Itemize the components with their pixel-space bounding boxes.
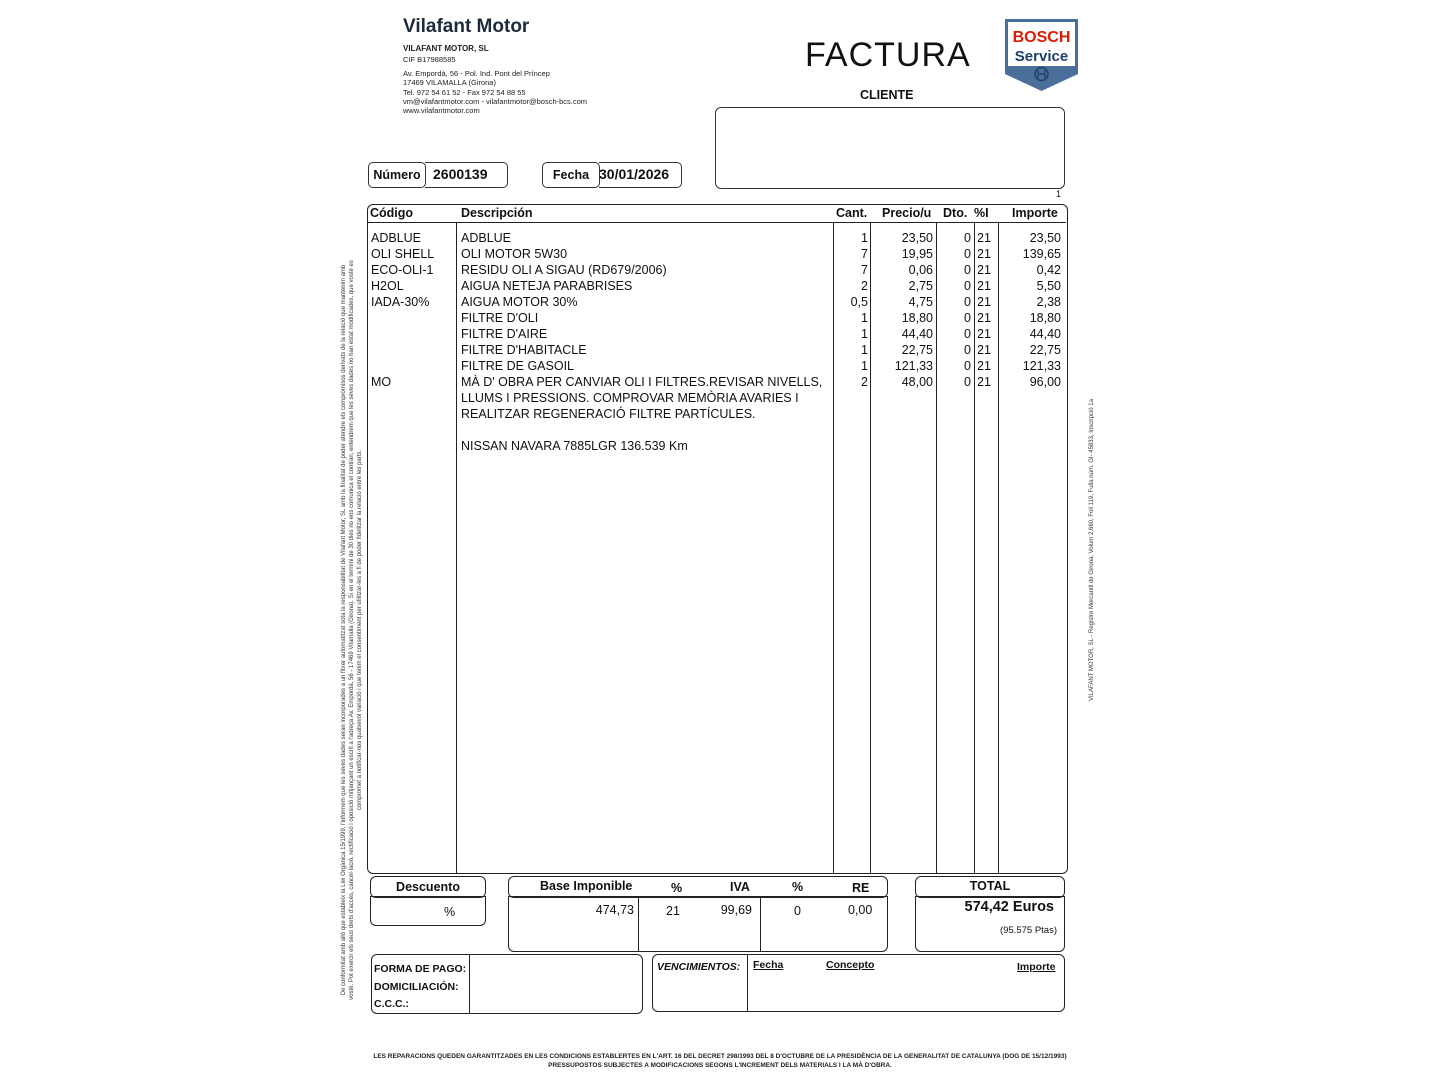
total-ptas: (95.575 Ptas) <box>999 925 1057 936</box>
cell-description: NISSAN NAVARA 7885LGR 136.539 Km <box>461 439 688 453</box>
column-divider <box>833 223 834 873</box>
due-concept-header: Concepto <box>826 959 875 971</box>
discount-value: % <box>444 905 456 919</box>
payment-domiciliation-label: DOMICILIACIÓN: <box>374 981 459 993</box>
cell-discount: 0 <box>964 327 971 341</box>
payment-method-label: FORMA DE PAGO: <box>374 963 467 975</box>
cell-description: ADBLUE <box>461 231 512 245</box>
footer-warranty: LES REPARACIONS QUEDEN GARANTITZADES EN LES CONDICIONS ESTABLERTES EN L'ART. 16 DEL DECRET 298/1993 DEL 8 D'OCTUBRE DE LA PRESIDÈNCIA DE LA GENERALITAT DE CATALUNYA (DOG DE 15/12/1993) <box>373 1053 1067 1060</box>
cell-code: ECO-OLI-1 <box>371 263 434 277</box>
cell-quantity: 0,5 <box>850 295 868 309</box>
cell-discount: 0 <box>964 359 971 373</box>
header-quantity: Cant. <box>836 206 868 220</box>
cell-amount: 23,50 <box>1029 231 1061 245</box>
cell-description: MÀ D' OBRA PER CANVIAR OLI I FILTRES.REVISAR NIVELLS, <box>461 375 823 389</box>
due-date-header: Fecha <box>753 959 784 971</box>
cell-quantity: 1 <box>861 327 868 341</box>
company-cif: CIF B17988585 <box>403 55 456 64</box>
column-divider <box>998 223 999 873</box>
discount-value-box <box>370 896 486 926</box>
cell-discount: 0 <box>964 343 971 357</box>
table-header-divider <box>367 222 1066 223</box>
cell-quantity: 2 <box>861 279 868 293</box>
logo-text-bosch: BOSCH <box>1012 29 1071 46</box>
cell-description: AIGUA NETEJA PARABRISES <box>461 279 633 293</box>
header-unit-price: Precio/u <box>882 206 932 220</box>
cell-description: REALITZAR REGENERACIÓ FILTRE PARTÍCULES. <box>461 407 756 421</box>
cell-quantity: 2 <box>861 375 868 389</box>
logo-text-service: Service <box>1014 48 1069 65</box>
cell-code: H2OL <box>371 279 404 293</box>
cell-quantity: 7 <box>861 247 868 261</box>
cell-discount: 0 <box>964 231 971 245</box>
tax-pct2-label: % <box>792 880 804 894</box>
bosch-service-logo <box>1004 18 1079 92</box>
cell-vat: 21 <box>977 343 991 357</box>
tax-iva-value: 99,69 <box>720 903 752 917</box>
registry-notice: VILAFANT MOTOR, SL - Registre Mercantil de Girona, Volum 2.660, Foli 119, Fulla núm. GI- 45833, Inscripció 1a <box>1089 399 1095 701</box>
cell-description: AIGUA MOTOR 30% <box>461 295 578 309</box>
header-discount: Dto. <box>943 206 968 220</box>
cell-vat: 21 <box>977 247 991 261</box>
payment-ccc-label: C.C.C.: <box>374 998 409 1010</box>
cell-discount: 0 <box>964 311 971 325</box>
cell-unit-price: 0,06 <box>908 263 933 277</box>
cell-description: FILTRE D'OLI <box>461 311 539 325</box>
cell-description: RESIDU OLI A SIGAU (RD679/2006) <box>461 263 667 277</box>
document-title: FACTURA <box>805 36 971 74</box>
cell-vat: 21 <box>977 231 991 245</box>
invoice-date: 30/01/2026 <box>599 166 670 182</box>
cell-amount: 121,33 <box>1022 359 1061 373</box>
cell-quantity: 1 <box>861 311 868 325</box>
cell-amount: 139,65 <box>1022 247 1061 261</box>
cell-quantity: 1 <box>861 231 868 245</box>
cell-quantity: 1 <box>861 343 868 357</box>
cell-description: FILTRE D'AIRE <box>461 327 548 341</box>
discount-label: Descuento <box>396 880 460 894</box>
cell-quantity: 1 <box>861 359 868 373</box>
cell-amount: 22,75 <box>1029 343 1061 357</box>
invoice-number-label: Número <box>368 162 426 188</box>
cell-discount: 0 <box>964 263 971 277</box>
cell-code: OLI SHELL <box>371 247 435 261</box>
footer-budget-note: PRESSUPOSTOS SUBJECTES A MODIFICACIONS SEGONS L'INCREMENT DELS MATERIALS I LA MÀ D'OBRA. <box>548 1062 892 1069</box>
cell-unit-price: 23,50 <box>901 231 933 245</box>
cell-code: ADBLUE <box>371 231 422 245</box>
tax-base-label: Base Imponible <box>540 879 633 893</box>
cell-discount: 0 <box>964 295 971 309</box>
privacy-notice: De conformitat amb allò que estableix la Llei Orgànica 15/1999, l'informem que les seves dades seran incorporades a un fitxer automatitzat sota la responsabilitat de Vilafant Motor, SL amb la finalitat de poder atendre els compromisos derivats de la relació que mantenim amb vostè. Pot exercir els seus drets d'accés, cancel·lació, rectificació i oposició mitjançant un escrit a l'adreça Av. Empordà, 56 - 17469 Vilamalla (Girona). Si en el termini de 30 dies no ens comunica el contrari, entendrem que les seves dades no han estat modificades, que vostè es compromet a notificar-nos qualsevol variació i que tenim el consentiment per utilitzar-les a fi de poder fidelitzar la relació entre les parts. <box>341 260 363 1000</box>
cell-amount: 5,50 <box>1036 279 1061 293</box>
cell-discount: 0 <box>964 375 971 389</box>
cell-description: FILTRE DE GASOIL <box>461 359 574 373</box>
cell-discount: 0 <box>964 279 971 293</box>
tax-pct-value: 21 <box>666 904 680 918</box>
column-divider <box>456 223 457 873</box>
tax-divider <box>760 896 761 951</box>
cell-unit-price: 22,75 <box>901 343 933 357</box>
payment-divider <box>469 954 470 1013</box>
company-phone: Tel. 972 54 61 52 - Fax 972 54 88 55 <box>403 88 526 97</box>
cell-unit-price: 4,75 <box>908 295 933 309</box>
column-divider <box>974 223 975 873</box>
cell-unit-price: 2,75 <box>908 279 933 293</box>
header-vat: %I <box>974 206 989 220</box>
company-address-2: 17469 VILAMALLA (Girona) <box>403 78 496 87</box>
cell-unit-price: 18,80 <box>901 311 933 325</box>
tax-pct2-value: 0 <box>794 904 801 918</box>
total-value: 574,42 Euros <box>964 899 1054 915</box>
cell-discount: 0 <box>964 247 971 261</box>
cell-unit-price: 121,33 <box>894 359 933 373</box>
cell-vat: 21 <box>977 327 991 341</box>
cell-description: FILTRE D'HABITACLE <box>461 343 587 357</box>
cell-vat: 21 <box>977 375 991 389</box>
cell-unit-price: 44,40 <box>901 327 933 341</box>
client-label: CLIENTE <box>860 88 914 102</box>
cell-vat: 21 <box>977 295 991 309</box>
cell-unit-price: 48,00 <box>901 375 933 389</box>
company-name: Vilafant Motor <box>403 16 530 37</box>
cell-code: IADA-30% <box>371 295 430 309</box>
cell-quantity: 7 <box>861 263 868 277</box>
due-divider <box>747 954 748 1011</box>
cell-vat: 21 <box>977 263 991 277</box>
tax-pct-label: % <box>671 881 683 895</box>
cell-vat: 21 <box>977 279 991 293</box>
cell-amount: 44,40 <box>1029 327 1061 341</box>
due-label: VENCIMIENTOS: <box>657 961 741 973</box>
column-divider <box>936 223 937 873</box>
column-divider <box>870 223 871 873</box>
cell-code: MO <box>371 375 392 389</box>
cell-amount: 0,42 <box>1036 263 1061 277</box>
header-amount: Importe <box>1012 206 1058 220</box>
page-number: 1 <box>1056 189 1062 199</box>
tax-iva-label: IVA <box>730 880 750 894</box>
cell-vat: 21 <box>977 359 991 373</box>
tax-divider <box>638 896 639 951</box>
company-web: www.vilafantmotor.com <box>403 106 480 115</box>
due-amount-header: Importe <box>1017 961 1056 973</box>
invoice-number: 2600139 <box>433 166 488 182</box>
tax-re-label: RE <box>852 881 870 895</box>
cell-description: LLUMS I PRESSIONS. COMPROVAR MEMÒRIA AVARIES I <box>461 391 799 405</box>
invoice-date-label: Fecha <box>542 162 600 188</box>
company-email: vm@vilafantmotor.com - vilafantmotor@bosch-bcs.com <box>403 97 588 106</box>
cell-amount: 96,00 <box>1029 375 1061 389</box>
cell-vat: 21 <box>977 311 991 325</box>
tax-re-value: 0,00 <box>848 903 873 917</box>
tax-base-value: 474,73 <box>595 903 634 917</box>
total-label: TOTAL <box>969 879 1011 893</box>
company-legal-name: VILAFANT MOTOR, SL <box>403 44 489 53</box>
cell-amount: 2,38 <box>1036 295 1061 309</box>
cell-amount: 18,80 <box>1029 311 1061 325</box>
header-description: Descripción <box>461 206 533 220</box>
company-address-1: Av. Empordà, 56 - Pol. Ind. Pont del Príncep <box>403 69 550 78</box>
client-address-box <box>715 107 1065 189</box>
cell-unit-price: 19,95 <box>901 247 933 261</box>
header-code: Código <box>370 206 414 220</box>
cell-description: OLI MOTOR 5W30 <box>461 247 568 261</box>
